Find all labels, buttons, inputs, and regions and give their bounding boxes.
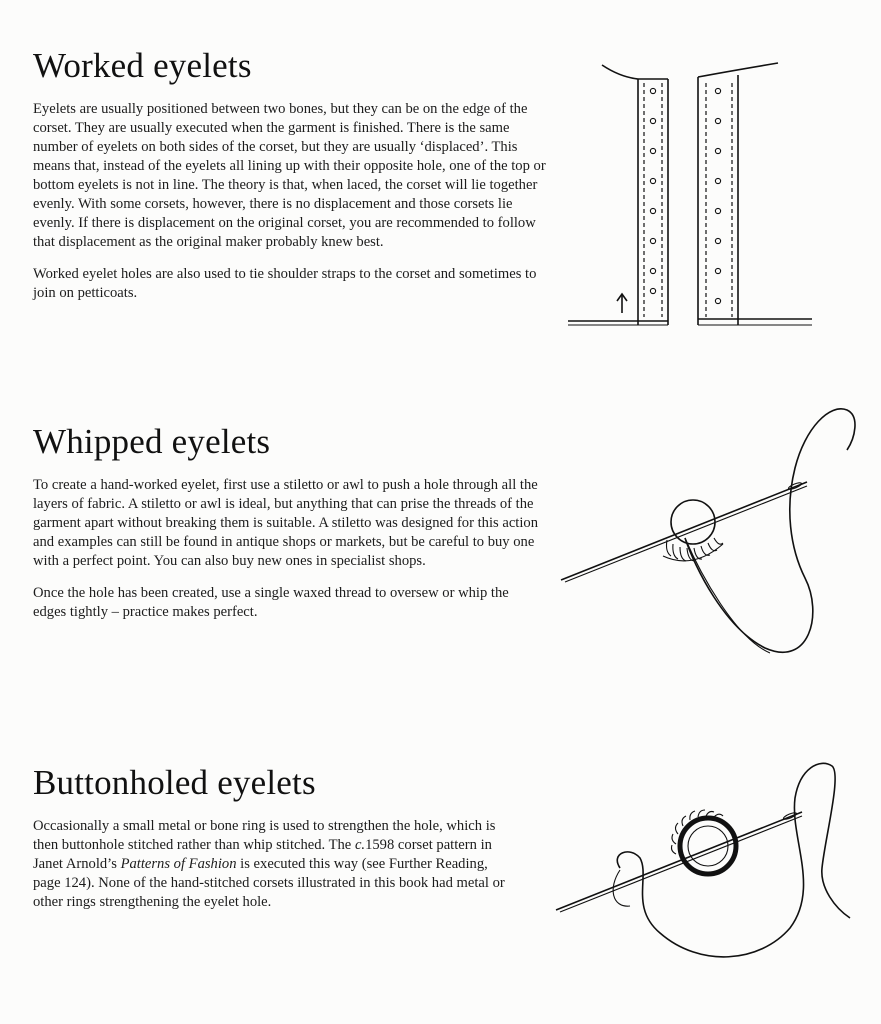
- text-part-b: 1598 corset pattern in Janet Arnold’s: [33, 837, 492, 872]
- text-part-a: Occasionally a small metal or bone ring is used to strengthen the hole, which is then buttonhole stitched rather than whip stitched. The: [33, 818, 496, 853]
- text-part-c: is executed this way (see Further Reading, page 124). None of the hand-stitched corsets illustrated in this book had metal or other rings strengthening the eyelet hole.: [33, 856, 505, 910]
- circa-abbreviation: c.: [354, 837, 366, 853]
- section-buttonholed-eyelets: [33, 763, 508, 912]
- left-eyelets: [650, 88, 655, 293]
- figure-buttonholed-eyelet: [550, 758, 860, 980]
- paragraph-worked-1: Eyelets are usually positioned between two bones, but they can be on the edge of the corset. They are usually executed when the garment is finished. There is the same number of eyelets on both sides of the corset, but they are usually ‘displaced’. This means that, instead of the eyelets all lining up with their opposite hole, one of the top or bottom eyelets is not in line. The theory is that, when laced, the corset will lie together evenly. With some corsets, however, there is no displacement and those corsets lie evenly. If there is displacement on the original corset, you are recommended to follow that displacement as the original maker probably knew best.: [33, 101, 546, 250]
- heading-whipped-eyelets: Whipped eyelets: [33, 422, 271, 461]
- heading-worked-eyelets: Worked eyelets: [33, 46, 252, 85]
- section-worked-eyelets: [33, 46, 548, 303]
- section-whipped-eyelets: [33, 422, 543, 622]
- book-title: Patterns of Fashion: [120, 856, 237, 872]
- heading-buttonholed-eyelets: Buttonholed eyelets: [33, 763, 316, 802]
- paragraph-worked-2: Worked eyelet holes are also used to tie shoulder straps to the corset and sometimes to join on petticoats.: [33, 266, 537, 301]
- figure-whipped-eyelet: [555, 398, 860, 663]
- paragraph-whipped-2: Once the hole has been created, use a single waxed thread to oversew or whip the edges tightly – practice makes perfect.: [33, 585, 509, 620]
- paragraph-whipped-1: To create a hand-worked eyelet, first use a stiletto or awl to push a hole through all the layers of fabric. A stiletto or awl is ideal, but anything that can prise the threads of the garment apart without breaking them is suitable. A stiletto was designed for this action and examples can still be found in antique shops or markets, but be careful to buy one with a perfect point. You can also buy new ones in specialist shops.: [33, 477, 539, 569]
- paragraph-buttonholed: [33, 817, 508, 912]
- right-eyelets: [715, 88, 720, 303]
- figure-corset-eyelets: [560, 55, 820, 335]
